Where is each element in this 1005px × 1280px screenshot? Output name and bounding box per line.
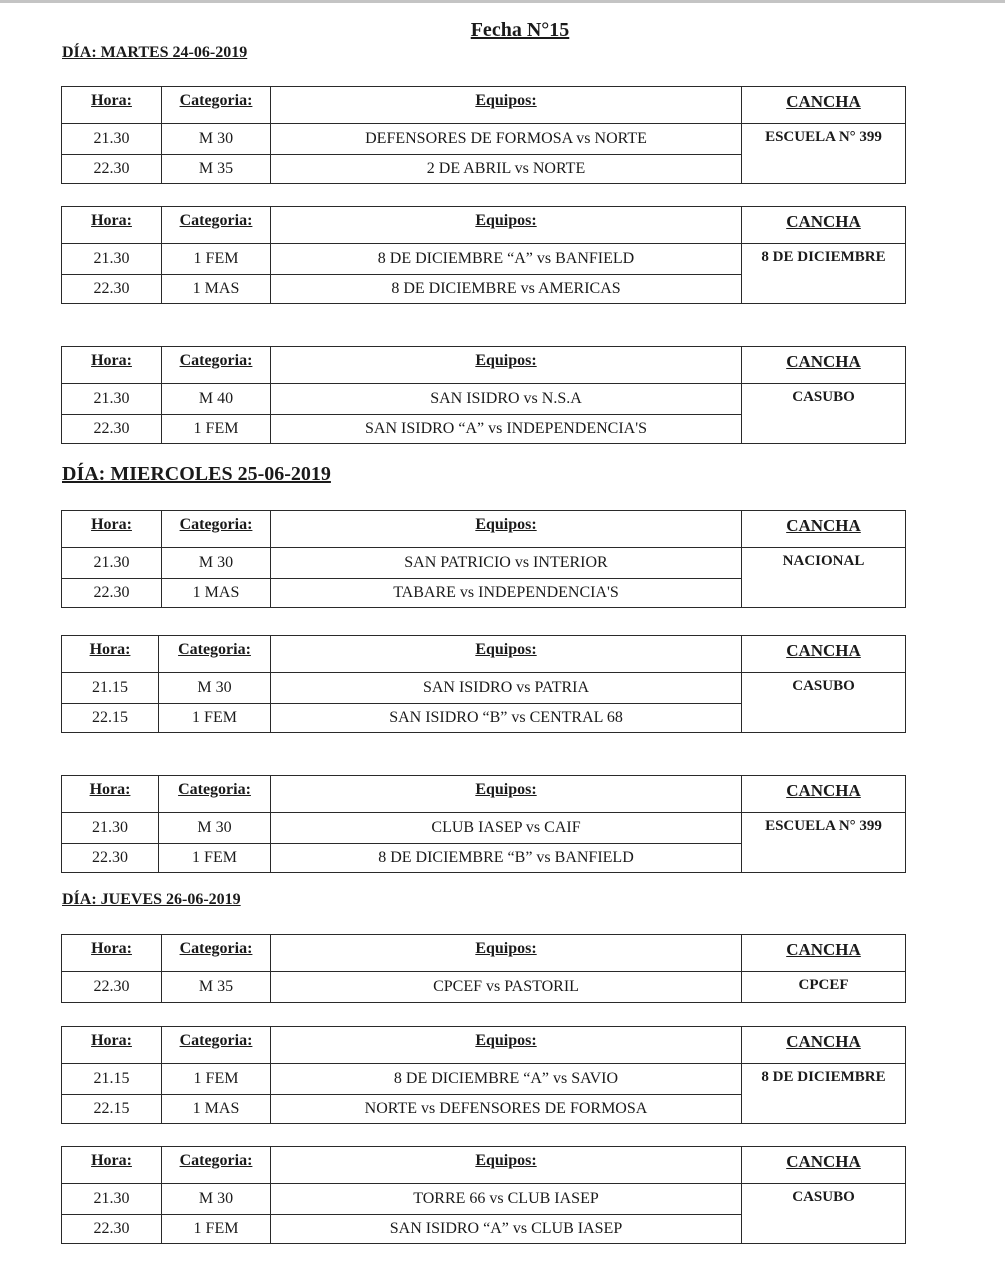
header-categoria: Categoria: (162, 207, 271, 244)
cell-equipos: 8 DE DICIEMBRE “B” vs BANFIELD (271, 844, 742, 873)
cell-hora: 22.30 (62, 844, 159, 873)
cell-categoria: 1 MAS (162, 1095, 271, 1124)
cell-cancha: ESCUELA N° 399 (742, 124, 906, 184)
schedule-table (61, 86, 906, 184)
cell-equipos: CLUB IASEP vs CAIF (271, 813, 742, 844)
cell-hora: 21.15 (62, 1064, 162, 1095)
header-cancha: CANCHA (742, 347, 906, 384)
header-categoria: Categoria: (159, 636, 271, 673)
table-row (62, 972, 906, 1003)
cell-equipos: SAN PATRICIO vs INTERIOR (271, 548, 742, 579)
header-equipos: Equipos: (271, 1027, 742, 1064)
schedule-table (61, 934, 906, 1003)
cell-categoria: 1 FEM (159, 844, 271, 873)
schedule-table (61, 1026, 906, 1124)
cell-categoria: 1 FEM (162, 415, 271, 444)
header-categoria: Categoria: (162, 347, 271, 384)
cell-categoria: 1 FEM (162, 1064, 271, 1095)
header-hora: Hora: (62, 636, 159, 673)
cell-hora: 21.30 (62, 1184, 162, 1215)
cell-categoria: M 35 (162, 972, 271, 1003)
header-equipos: Equipos: (271, 207, 742, 244)
header-equipos: Equipos: (271, 87, 742, 124)
header-hora: Hora: (62, 511, 162, 548)
header-equipos: Equipos: (271, 511, 742, 548)
cell-categoria: 1 FEM (162, 244, 271, 275)
header-categoria: Categoria: (162, 87, 271, 124)
cell-cancha: CASUBO (742, 384, 906, 444)
cell-equipos: DEFENSORES DE FORMOSA vs NORTE (271, 124, 742, 155)
table-row (62, 1064, 906, 1095)
cell-hora: 22.15 (62, 704, 159, 733)
header-equipos: Equipos: (271, 636, 742, 673)
header-hora: Hora: (62, 1147, 162, 1184)
cell-equipos: TORRE 66 vs CLUB IASEP (271, 1184, 742, 1215)
cell-equipos: SAN ISIDRO “A” vs INDEPENDENCIA'S (271, 415, 742, 444)
cell-equipos: SAN ISIDRO “B” vs CENTRAL 68 (271, 704, 742, 733)
cell-cancha: CASUBO (742, 1184, 906, 1244)
header-equipos: Equipos: (271, 776, 742, 813)
table-row (62, 384, 906, 415)
header-cancha: CANCHA (742, 636, 906, 673)
cell-categoria: M 35 (162, 155, 271, 184)
header-cancha: CANCHA (742, 776, 906, 813)
cell-equipos: TABARE vs INDEPENDENCIA'S (271, 579, 742, 608)
header-hora: Hora: (62, 347, 162, 384)
cell-categoria: 1 FEM (162, 1215, 271, 1244)
cell-categoria: M 30 (159, 673, 271, 704)
cell-hora: 22.30 (62, 579, 162, 608)
table-row (62, 813, 906, 844)
header-hora: Hora: (62, 87, 162, 124)
cell-categoria: M 30 (162, 1184, 271, 1215)
schedule-table (61, 635, 906, 733)
cell-hora: 22.30 (62, 275, 162, 304)
cell-hora: 22.30 (62, 1215, 162, 1244)
day-heading-martes: DÍA: MARTES 24-06-2019 (62, 44, 248, 61)
cell-equipos: 8 DE DICIEMBRE “A” vs SAVIO (271, 1064, 742, 1095)
header-cancha: CANCHA (742, 1147, 906, 1184)
table-row (62, 124, 906, 155)
cell-hora: 21.30 (62, 244, 162, 275)
cell-categoria: 1 MAS (162, 275, 271, 304)
header-cancha: CANCHA (742, 207, 906, 244)
header-equipos: Equipos: (271, 1147, 742, 1184)
cell-hora: 21.30 (62, 813, 159, 844)
cell-equipos: 2 DE ABRIL vs NORTE (271, 155, 742, 184)
cell-hora: 21.30 (62, 124, 162, 155)
page-title: Fecha N°15 (470, 19, 570, 41)
cell-categoria: 1 FEM (159, 704, 271, 733)
table-row (62, 244, 906, 275)
cell-equipos: 8 DE DICIEMBRE vs AMERICAS (271, 275, 742, 304)
cell-cancha: 8 DE DICIEMBRE (742, 1064, 906, 1124)
header-categoria: Categoria: (162, 935, 271, 972)
cell-cancha: ESCUELA N° 399 (742, 813, 906, 873)
cell-equipos: SAN ISIDRO vs N.S.A (271, 384, 742, 415)
cell-hora: 22.30 (62, 415, 162, 444)
cell-hora: 22.30 (62, 155, 162, 184)
cell-equipos: CPCEF vs PASTORIL (271, 972, 742, 1003)
header-hora: Hora: (62, 776, 159, 813)
table-row (62, 548, 906, 579)
header-equipos: Equipos: (271, 347, 742, 384)
header-hora: Hora: (62, 935, 162, 972)
cell-categoria: M 30 (159, 813, 271, 844)
cell-hora: 21.15 (62, 673, 159, 704)
table-row (62, 1184, 906, 1215)
cell-hora: 22.30 (62, 972, 162, 1003)
cell-categoria: 1 MAS (162, 579, 271, 608)
header-hora: Hora: (62, 207, 162, 244)
schedule-table (61, 206, 906, 304)
cell-hora: 22.15 (62, 1095, 162, 1124)
header-cancha: CANCHA (742, 935, 906, 972)
cell-equipos: SAN ISIDRO vs PATRIA (271, 673, 742, 704)
header-categoria: Categoria: (162, 1147, 271, 1184)
cell-cancha: CPCEF (742, 972, 906, 1003)
cell-hora: 21.30 (62, 548, 162, 579)
header-categoria: Categoria: (162, 1027, 271, 1064)
cell-cancha: CASUBO (742, 673, 906, 733)
header-categoria: Categoria: (159, 776, 271, 813)
day-heading-jueves: DÍA: JUEVES 26-06-2019 (62, 891, 241, 908)
day-heading-miercoles: DÍA: MIERCOLES 25-06-2019 (62, 463, 331, 485)
cell-categoria: M 30 (162, 548, 271, 579)
schedule-table (61, 1146, 906, 1244)
cell-categoria: M 30 (162, 124, 271, 155)
table-row (62, 673, 906, 704)
cell-categoria: M 40 (162, 384, 271, 415)
cell-cancha: 8 DE DICIEMBRE (742, 244, 906, 304)
schedule-table (61, 510, 906, 608)
cell-hora: 21.30 (62, 384, 162, 415)
cell-cancha: NACIONAL (742, 548, 906, 608)
header-cancha: CANCHA (742, 511, 906, 548)
header-categoria: Categoria: (162, 511, 271, 548)
schedule-table (61, 346, 906, 444)
header-cancha: CANCHA (742, 87, 906, 124)
cell-equipos: NORTE vs DEFENSORES DE FORMOSA (271, 1095, 742, 1124)
cell-equipos: SAN ISIDRO “A” vs CLUB IASEP (271, 1215, 742, 1244)
header-cancha: CANCHA (742, 1027, 906, 1064)
cell-equipos: 8 DE DICIEMBRE “A” vs BANFIELD (271, 244, 742, 275)
page-top-border (0, 0, 1005, 3)
header-hora: Hora: (62, 1027, 162, 1064)
schedule-table (61, 775, 906, 873)
header-equipos: Equipos: (271, 935, 742, 972)
